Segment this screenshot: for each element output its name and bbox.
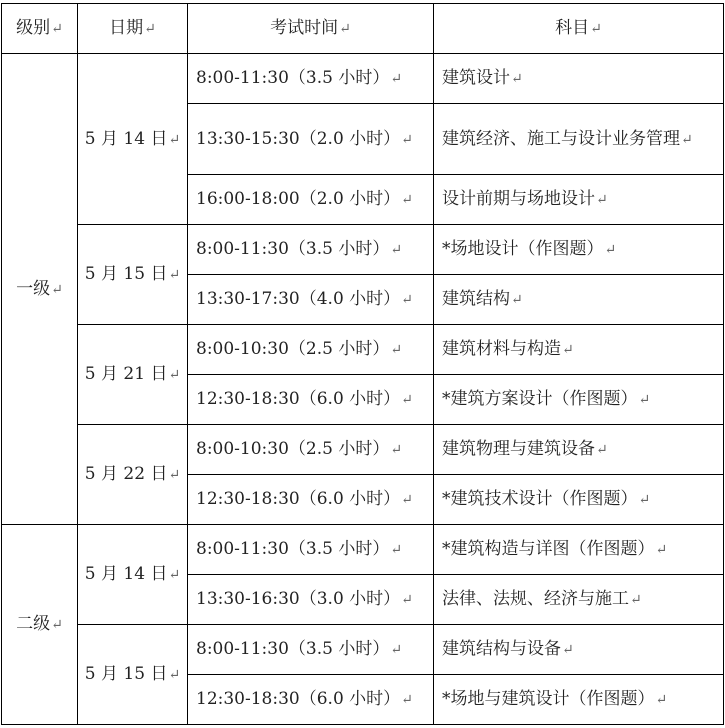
subject-cell: 法律、法规、经济与施工↵: [434, 575, 724, 625]
subject-cell: 建筑经济、施工与设计业务管理↵: [434, 104, 724, 175]
date-cell: 5 月 15 日↵: [78, 625, 188, 725]
table-row: [2, 325, 724, 375]
time-cell: 8:00-11:30（3.5 小时）↵: [188, 225, 434, 275]
time-cell: 12:30-18:30（6.0 小时）↵: [188, 675, 434, 725]
time-cell: 12:30-18:30（6.0 小时）↵: [188, 375, 434, 425]
time-cell: 8:00-11:30（3.5 小时）↵: [188, 625, 434, 675]
subject-cell: *场地设计（作图题）↵: [434, 225, 724, 275]
time-cell: 16:00-18:00（2.0 小时）↵: [188, 175, 434, 225]
subject-cell: 建筑设计↵: [434, 54, 724, 104]
time-cell: 13:30-15:30（2.0 小时）↵: [188, 104, 434, 175]
table-row: [2, 225, 724, 275]
date-cell: 5 月 14 日↵: [78, 54, 188, 225]
time-cell: 8:00-11:30（3.5 小时）↵: [188, 54, 434, 104]
subject-cell: *场地与建筑设计（作图题）↵: [434, 675, 724, 725]
time-cell: 8:00-10:30（2.5 小时）↵: [188, 425, 434, 475]
date-cell: 5 月 14 日↵: [78, 525, 188, 625]
date-cell: 5 月 21 日↵: [78, 325, 188, 425]
subject-cell: *建筑构造与详图（作图题）↵: [434, 525, 724, 575]
header-time: 考试时间↵: [188, 4, 434, 54]
date-cell: 5 月 22 日↵: [78, 425, 188, 525]
subject-cell: *建筑方案设计（作图题）↵: [434, 375, 724, 425]
subject-cell: 设计前期与场地设计↵: [434, 175, 724, 225]
exam-schedule-table: [1, 3, 724, 725]
date-cell: 5 月 15 日↵: [78, 225, 188, 325]
time-cell: 13:30-16:30（3.0 小时）↵: [188, 575, 434, 625]
subject-cell: 建筑结构↵: [434, 275, 724, 325]
table-row: [2, 625, 724, 675]
subject-cell: 建筑物理与建筑设备↵: [434, 425, 724, 475]
table-row: [2, 525, 724, 575]
subject-cell: *建筑技术设计（作图题）↵: [434, 475, 724, 525]
time-cell: 8:00-10:30（2.5 小时）↵: [188, 325, 434, 375]
subject-cell: 建筑结构与设备↵: [434, 625, 724, 675]
header-subject: 科目↵: [434, 4, 724, 54]
header-row: [2, 4, 724, 54]
header-level: 级别↵: [2, 4, 78, 54]
subject-cell: 建筑材料与构造↵: [434, 325, 724, 375]
table-row: [2, 54, 724, 104]
header-date: 日期↵: [78, 4, 188, 54]
time-cell: 8:00-11:30（3.5 小时）↵: [188, 525, 434, 575]
time-cell: 12:30-18:30（6.0 小时）↵: [188, 475, 434, 525]
level-cell-2: 二级↵: [2, 525, 78, 725]
table-row: [2, 425, 724, 475]
level-cell-1: 一级↵: [2, 54, 78, 525]
time-cell: 13:30-17:30（4.0 小时）↵: [188, 275, 434, 325]
